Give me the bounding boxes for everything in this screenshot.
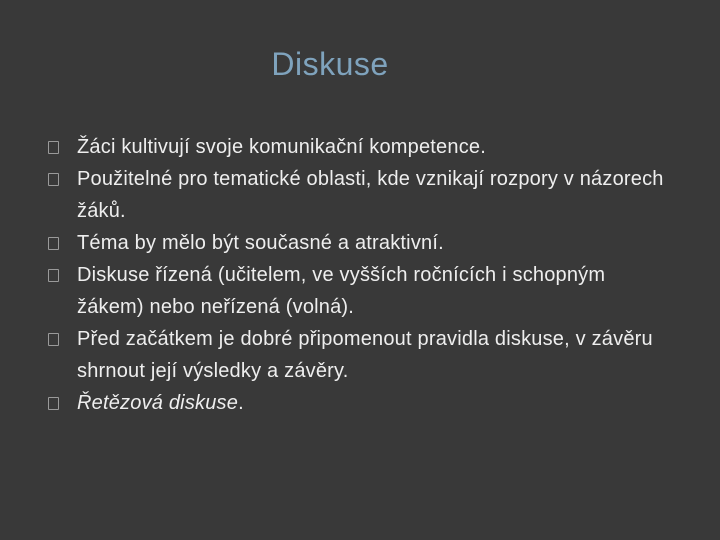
bullet-text: Diskuse řízená (učitelem, ve vyšších ročnících i schopným žákem) nebo neřízená (volná). [77, 264, 606, 318]
missing-glyph-box-icon [48, 333, 59, 346]
missing-glyph-box-icon [48, 173, 59, 186]
missing-glyph-box-icon [48, 237, 59, 250]
missing-glyph-box-icon [48, 141, 59, 154]
list-item [48, 131, 668, 163]
list-item [48, 323, 668, 387]
bullet-list [48, 131, 668, 419]
slide-title: Diskuse [271, 46, 389, 82]
bullet-text-italic: Řetězová diskuse [77, 392, 239, 414]
bullet-text: Před začátkem je dobré připomenout pravidla diskuse, v závěru shrnout její výsledky a závěry. [77, 328, 653, 382]
list-item [48, 387, 668, 419]
missing-glyph-box-icon [48, 269, 59, 282]
bullet-text: Téma by mělo být současné a atraktivní. [77, 232, 444, 254]
bullet-text: Použitelné pro tematické oblasti, kde vznikají rozpory v názorech žáků. [77, 168, 664, 222]
list-item [48, 259, 668, 323]
list-item [48, 227, 668, 259]
bullet-text-suffix: . [238, 392, 244, 414]
missing-glyph-box-icon [48, 397, 59, 410]
list-item [48, 163, 668, 227]
bullet-text: Žáci kultivují svoje komunikační kompetence. [77, 136, 486, 158]
